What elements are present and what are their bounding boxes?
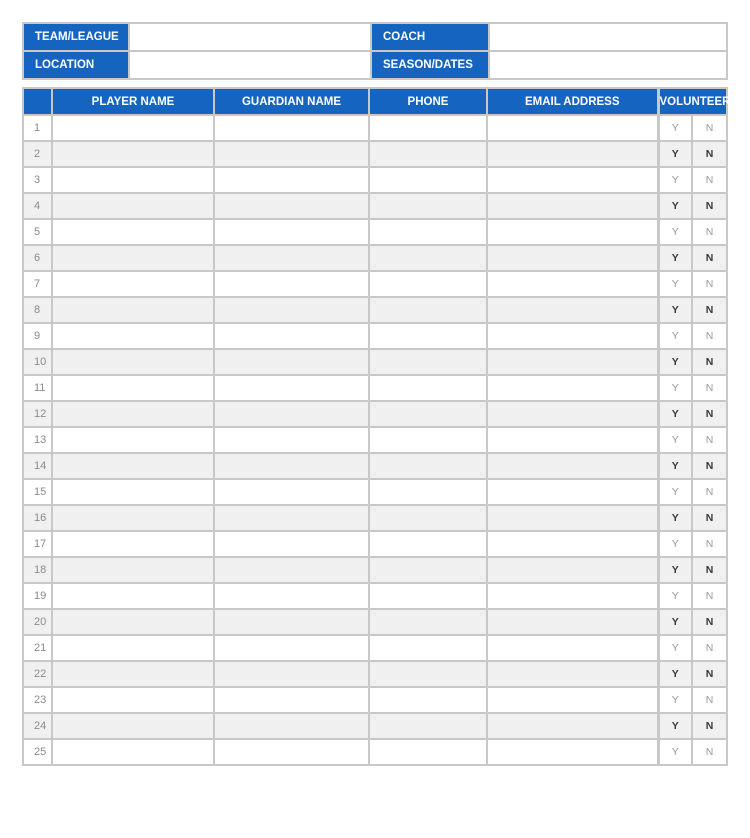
volunteer-no-option[interactable]: N xyxy=(692,661,727,687)
table-row xyxy=(23,713,727,739)
player-name-cell[interactable] xyxy=(52,427,214,453)
table-row xyxy=(23,583,727,609)
player-name-cell[interactable] xyxy=(52,713,214,739)
row-number: 14 xyxy=(23,453,52,479)
volunteer-no-option[interactable]: N xyxy=(692,167,727,193)
phone-cell[interactable] xyxy=(369,713,487,739)
guardian-name-cell[interactable] xyxy=(214,687,369,713)
volunteer-yes-option[interactable]: Y xyxy=(658,115,692,141)
volunteer-no-option[interactable]: N xyxy=(692,687,727,713)
volunteer-no-option[interactable]: N xyxy=(692,245,727,271)
volunteer-yes-option[interactable]: Y xyxy=(658,323,692,349)
volunteer-no-option[interactable]: N xyxy=(692,219,727,245)
roster-table xyxy=(22,87,731,766)
player-name-column-header: PLAYER NAME xyxy=(52,88,214,115)
guardian-name-column-header: GUARDIAN NAME xyxy=(214,88,369,115)
table-row xyxy=(23,661,727,687)
volunteer-no-option[interactable]: N xyxy=(692,583,727,609)
phone-cell[interactable] xyxy=(369,167,487,193)
email-address-cell[interactable] xyxy=(487,245,658,271)
phone-cell[interactable] xyxy=(369,531,487,557)
row-number: 8 xyxy=(23,297,52,323)
guardian-name-cell[interactable] xyxy=(214,609,369,635)
volunteer-yes-option[interactable]: Y xyxy=(658,687,692,713)
volunteer-yes-option[interactable]: Y xyxy=(658,531,692,557)
phone-cell[interactable] xyxy=(369,453,487,479)
table-row xyxy=(23,349,727,375)
email-address-cell[interactable] xyxy=(487,219,658,245)
volunteer-yes-option[interactable]: Y xyxy=(658,375,692,401)
email-address-cell[interactable] xyxy=(487,115,658,141)
email-address-cell[interactable] xyxy=(487,609,658,635)
guardian-name-cell[interactable] xyxy=(214,193,369,219)
phone-cell[interactable] xyxy=(369,271,487,297)
guardian-name-cell[interactable] xyxy=(214,739,369,765)
phone-cell[interactable] xyxy=(369,427,487,453)
team-league-label: TEAM/LEAGUE xyxy=(23,23,129,51)
phone-cell[interactable] xyxy=(369,401,487,427)
volunteer-no-option[interactable]: N xyxy=(692,557,727,583)
email-address-cell[interactable] xyxy=(487,375,658,401)
guardian-name-cell[interactable] xyxy=(214,505,369,531)
phone-cell[interactable] xyxy=(369,245,487,271)
volunteer-no-option[interactable]: N xyxy=(692,609,727,635)
volunteer-no-option[interactable]: N xyxy=(692,349,727,375)
row-number: 2 xyxy=(23,141,52,167)
guardian-name-cell[interactable] xyxy=(214,583,369,609)
roster-body xyxy=(23,115,727,765)
table-row xyxy=(23,297,727,323)
player-name-cell[interactable] xyxy=(52,323,214,349)
roster-header-row xyxy=(23,88,727,115)
player-name-cell[interactable] xyxy=(52,349,214,375)
volunteer-no-option[interactable]: N xyxy=(692,739,727,765)
player-name-cell[interactable] xyxy=(52,739,214,765)
player-name-cell[interactable] xyxy=(52,193,214,219)
email-address-cell[interactable] xyxy=(487,401,658,427)
email-address-cell[interactable] xyxy=(487,505,658,531)
table-row xyxy=(23,739,727,765)
volunteer-no-option[interactable]: N xyxy=(692,713,727,739)
location-field[interactable] xyxy=(129,51,371,79)
table-row xyxy=(23,427,727,453)
player-name-cell[interactable] xyxy=(52,531,214,557)
volunteer-no-option[interactable]: N xyxy=(692,323,727,349)
phone-cell[interactable] xyxy=(369,297,487,323)
volunteer-yes-option[interactable]: Y xyxy=(658,349,692,375)
row-number: 1 xyxy=(23,115,52,141)
phone-cell[interactable] xyxy=(369,479,487,505)
table-row xyxy=(23,401,727,427)
table-row xyxy=(23,115,727,141)
table-row xyxy=(23,531,727,557)
player-name-cell[interactable] xyxy=(52,479,214,505)
volunteer-yes-option[interactable]: Y xyxy=(658,453,692,479)
table-row xyxy=(23,323,727,349)
email-address-cell[interactable] xyxy=(487,635,658,661)
player-name-cell[interactable] xyxy=(52,557,214,583)
row-number: 18 xyxy=(23,557,52,583)
email-address-cell[interactable] xyxy=(487,453,658,479)
row-number: 6 xyxy=(23,245,52,271)
row-number: 20 xyxy=(23,609,52,635)
player-name-cell[interactable] xyxy=(52,375,214,401)
email-address-cell[interactable] xyxy=(487,713,658,739)
player-name-cell[interactable] xyxy=(52,297,214,323)
volunteer-yes-option[interactable]: Y xyxy=(658,193,692,219)
volunteer-yes-option[interactable]: Y xyxy=(658,271,692,297)
row-number: 9 xyxy=(23,323,52,349)
email-address-cell[interactable] xyxy=(487,479,658,505)
player-name-cell[interactable] xyxy=(52,219,214,245)
email-address-cell[interactable] xyxy=(487,661,658,687)
row-number: 22 xyxy=(23,661,52,687)
volunteer-no-option[interactable]: N xyxy=(692,115,727,141)
volunteer-yes-option[interactable]: Y xyxy=(658,505,692,531)
row-number: 3 xyxy=(23,167,52,193)
email-address-cell[interactable] xyxy=(487,687,658,713)
guardian-name-cell[interactable] xyxy=(214,167,369,193)
email-address-cell[interactable] xyxy=(487,583,658,609)
row-number: 25 xyxy=(23,739,52,765)
guardian-name-cell[interactable] xyxy=(214,349,369,375)
row-number: 19 xyxy=(23,583,52,609)
guardian-name-cell[interactable] xyxy=(214,531,369,557)
team-league-field[interactable] xyxy=(129,23,371,51)
table-row xyxy=(23,479,727,505)
email-address-cell[interactable] xyxy=(487,193,658,219)
email-address-cell[interactable] xyxy=(487,167,658,193)
guardian-name-cell[interactable] xyxy=(214,219,369,245)
volunteer-yes-option[interactable]: Y xyxy=(658,635,692,661)
email-address-cell[interactable] xyxy=(487,297,658,323)
table-row xyxy=(23,557,727,583)
volunteer-yes-option[interactable]: Y xyxy=(658,427,692,453)
volunteer-yes-option[interactable]: Y xyxy=(658,557,692,583)
number-column-header xyxy=(23,88,52,115)
guardian-name-cell[interactable] xyxy=(214,245,369,271)
volunteer-no-option[interactable]: N xyxy=(692,635,727,661)
row-number: 10 xyxy=(23,349,52,375)
volunteer-yes-option[interactable]: Y xyxy=(658,167,692,193)
email-address-cell[interactable] xyxy=(487,531,658,557)
guardian-name-cell[interactable] xyxy=(214,115,369,141)
phone-cell[interactable] xyxy=(369,323,487,349)
guardian-name-cell[interactable] xyxy=(214,141,369,167)
volunteer-yes-option[interactable]: Y xyxy=(658,609,692,635)
location-label: LOCATION xyxy=(23,51,129,79)
volunteer-no-option[interactable]: N xyxy=(692,505,727,531)
row-number: 11 xyxy=(23,375,52,401)
guardian-name-cell[interactable] xyxy=(214,427,369,453)
row-number: 5 xyxy=(23,219,52,245)
player-name-cell[interactable] xyxy=(52,115,214,141)
phone-cell[interactable] xyxy=(369,375,487,401)
email-address-cell[interactable] xyxy=(487,557,658,583)
guardian-name-cell[interactable] xyxy=(214,557,369,583)
email-address-column-header: EMAIL ADDRESS xyxy=(487,88,658,115)
phone-cell[interactable] xyxy=(369,635,487,661)
phone-cell[interactable] xyxy=(369,349,487,375)
phone-cell[interactable] xyxy=(369,141,487,167)
guardian-name-cell[interactable] xyxy=(214,323,369,349)
guardian-name-cell[interactable] xyxy=(214,635,369,661)
table-row xyxy=(23,219,727,245)
table-row xyxy=(23,193,727,219)
table-row xyxy=(23,271,727,297)
team-info-table xyxy=(22,22,728,80)
guardian-name-cell[interactable] xyxy=(214,401,369,427)
volunteer-no-option[interactable]: N xyxy=(692,297,727,323)
phone-cell[interactable] xyxy=(369,557,487,583)
guardian-name-cell[interactable] xyxy=(214,271,369,297)
phone-cell[interactable] xyxy=(369,661,487,687)
guardian-name-cell[interactable] xyxy=(214,479,369,505)
table-row xyxy=(23,167,727,193)
row-number: 23 xyxy=(23,687,52,713)
table-row xyxy=(23,141,727,167)
volunteer-no-option[interactable]: N xyxy=(692,141,727,167)
volunteer-no-option[interactable]: N xyxy=(692,193,727,219)
phone-cell[interactable] xyxy=(369,739,487,765)
volunteer-column-header: VOLUNTEER xyxy=(658,88,727,115)
player-name-cell[interactable] xyxy=(52,141,214,167)
player-name-cell[interactable] xyxy=(52,505,214,531)
volunteer-yes-option[interactable]: Y xyxy=(658,219,692,245)
phone-cell[interactable] xyxy=(369,609,487,635)
volunteer-yes-option[interactable]: Y xyxy=(658,297,692,323)
player-name-cell[interactable] xyxy=(52,635,214,661)
volunteer-no-option[interactable]: N xyxy=(692,531,727,557)
row-number: 4 xyxy=(23,193,52,219)
volunteer-no-option[interactable]: N xyxy=(692,453,727,479)
player-name-cell[interactable] xyxy=(52,271,214,297)
volunteer-yes-option[interactable]: Y xyxy=(658,739,692,765)
row-number: 7 xyxy=(23,271,52,297)
volunteer-no-option[interactable]: N xyxy=(692,479,727,505)
volunteer-yes-option[interactable]: Y xyxy=(658,661,692,687)
email-address-cell[interactable] xyxy=(487,349,658,375)
row-number: 21 xyxy=(23,635,52,661)
volunteer-no-option[interactable]: N xyxy=(692,427,727,453)
season-dates-field[interactable] xyxy=(489,51,727,79)
phone-cell[interactable] xyxy=(369,219,487,245)
phone-cell[interactable] xyxy=(369,193,487,219)
volunteer-yes-option[interactable]: Y xyxy=(658,713,692,739)
volunteer-no-option[interactable]: N xyxy=(692,375,727,401)
volunteer-yes-option[interactable]: Y xyxy=(658,583,692,609)
table-row xyxy=(23,245,727,271)
player-name-cell[interactable] xyxy=(52,687,214,713)
table-row xyxy=(23,687,727,713)
player-name-cell[interactable] xyxy=(52,609,214,635)
volunteer-no-option[interactable]: N xyxy=(692,271,727,297)
table-row xyxy=(23,635,727,661)
volunteer-yes-option[interactable]: Y xyxy=(658,245,692,271)
guardian-name-cell[interactable] xyxy=(214,297,369,323)
volunteer-yes-option[interactable]: Y xyxy=(658,401,692,427)
row-number: 24 xyxy=(23,713,52,739)
email-address-cell[interactable] xyxy=(487,271,658,297)
email-address-cell[interactable] xyxy=(487,323,658,349)
team-coach-row xyxy=(23,23,727,51)
phone-cell[interactable] xyxy=(369,687,487,713)
email-address-cell[interactable] xyxy=(487,427,658,453)
guardian-name-cell[interactable] xyxy=(214,661,369,687)
phone-cell[interactable] xyxy=(369,583,487,609)
player-name-cell[interactable] xyxy=(52,583,214,609)
player-name-cell[interactable] xyxy=(52,167,214,193)
phone-cell[interactable] xyxy=(369,505,487,531)
guardian-name-cell[interactable] xyxy=(214,375,369,401)
coach-label: COACH xyxy=(371,23,489,51)
row-number: 17 xyxy=(23,531,52,557)
phone-column-header: PHONE xyxy=(369,88,487,115)
table-row xyxy=(23,453,727,479)
volunteer-no-option[interactable]: N xyxy=(692,401,727,427)
season-dates-label: SEASON/DATES xyxy=(371,51,489,79)
row-number: 15 xyxy=(23,479,52,505)
player-name-cell[interactable] xyxy=(52,401,214,427)
table-row xyxy=(23,505,727,531)
table-row xyxy=(23,375,727,401)
player-name-cell[interactable] xyxy=(52,245,214,271)
table-row xyxy=(23,609,727,635)
coach-field[interactable] xyxy=(489,23,727,51)
location-season-row xyxy=(23,51,727,79)
email-address-cell[interactable] xyxy=(487,141,658,167)
phone-cell[interactable] xyxy=(369,115,487,141)
volunteer-yes-option[interactable]: Y xyxy=(658,479,692,505)
row-number: 12 xyxy=(23,401,52,427)
player-name-cell[interactable] xyxy=(52,453,214,479)
volunteer-yes-option[interactable]: Y xyxy=(658,141,692,167)
email-address-cell[interactable] xyxy=(487,739,658,765)
guardian-name-cell[interactable] xyxy=(214,713,369,739)
row-number: 13 xyxy=(23,427,52,453)
row-number: 16 xyxy=(23,505,52,531)
player-name-cell[interactable] xyxy=(52,661,214,687)
guardian-name-cell[interactable] xyxy=(214,453,369,479)
